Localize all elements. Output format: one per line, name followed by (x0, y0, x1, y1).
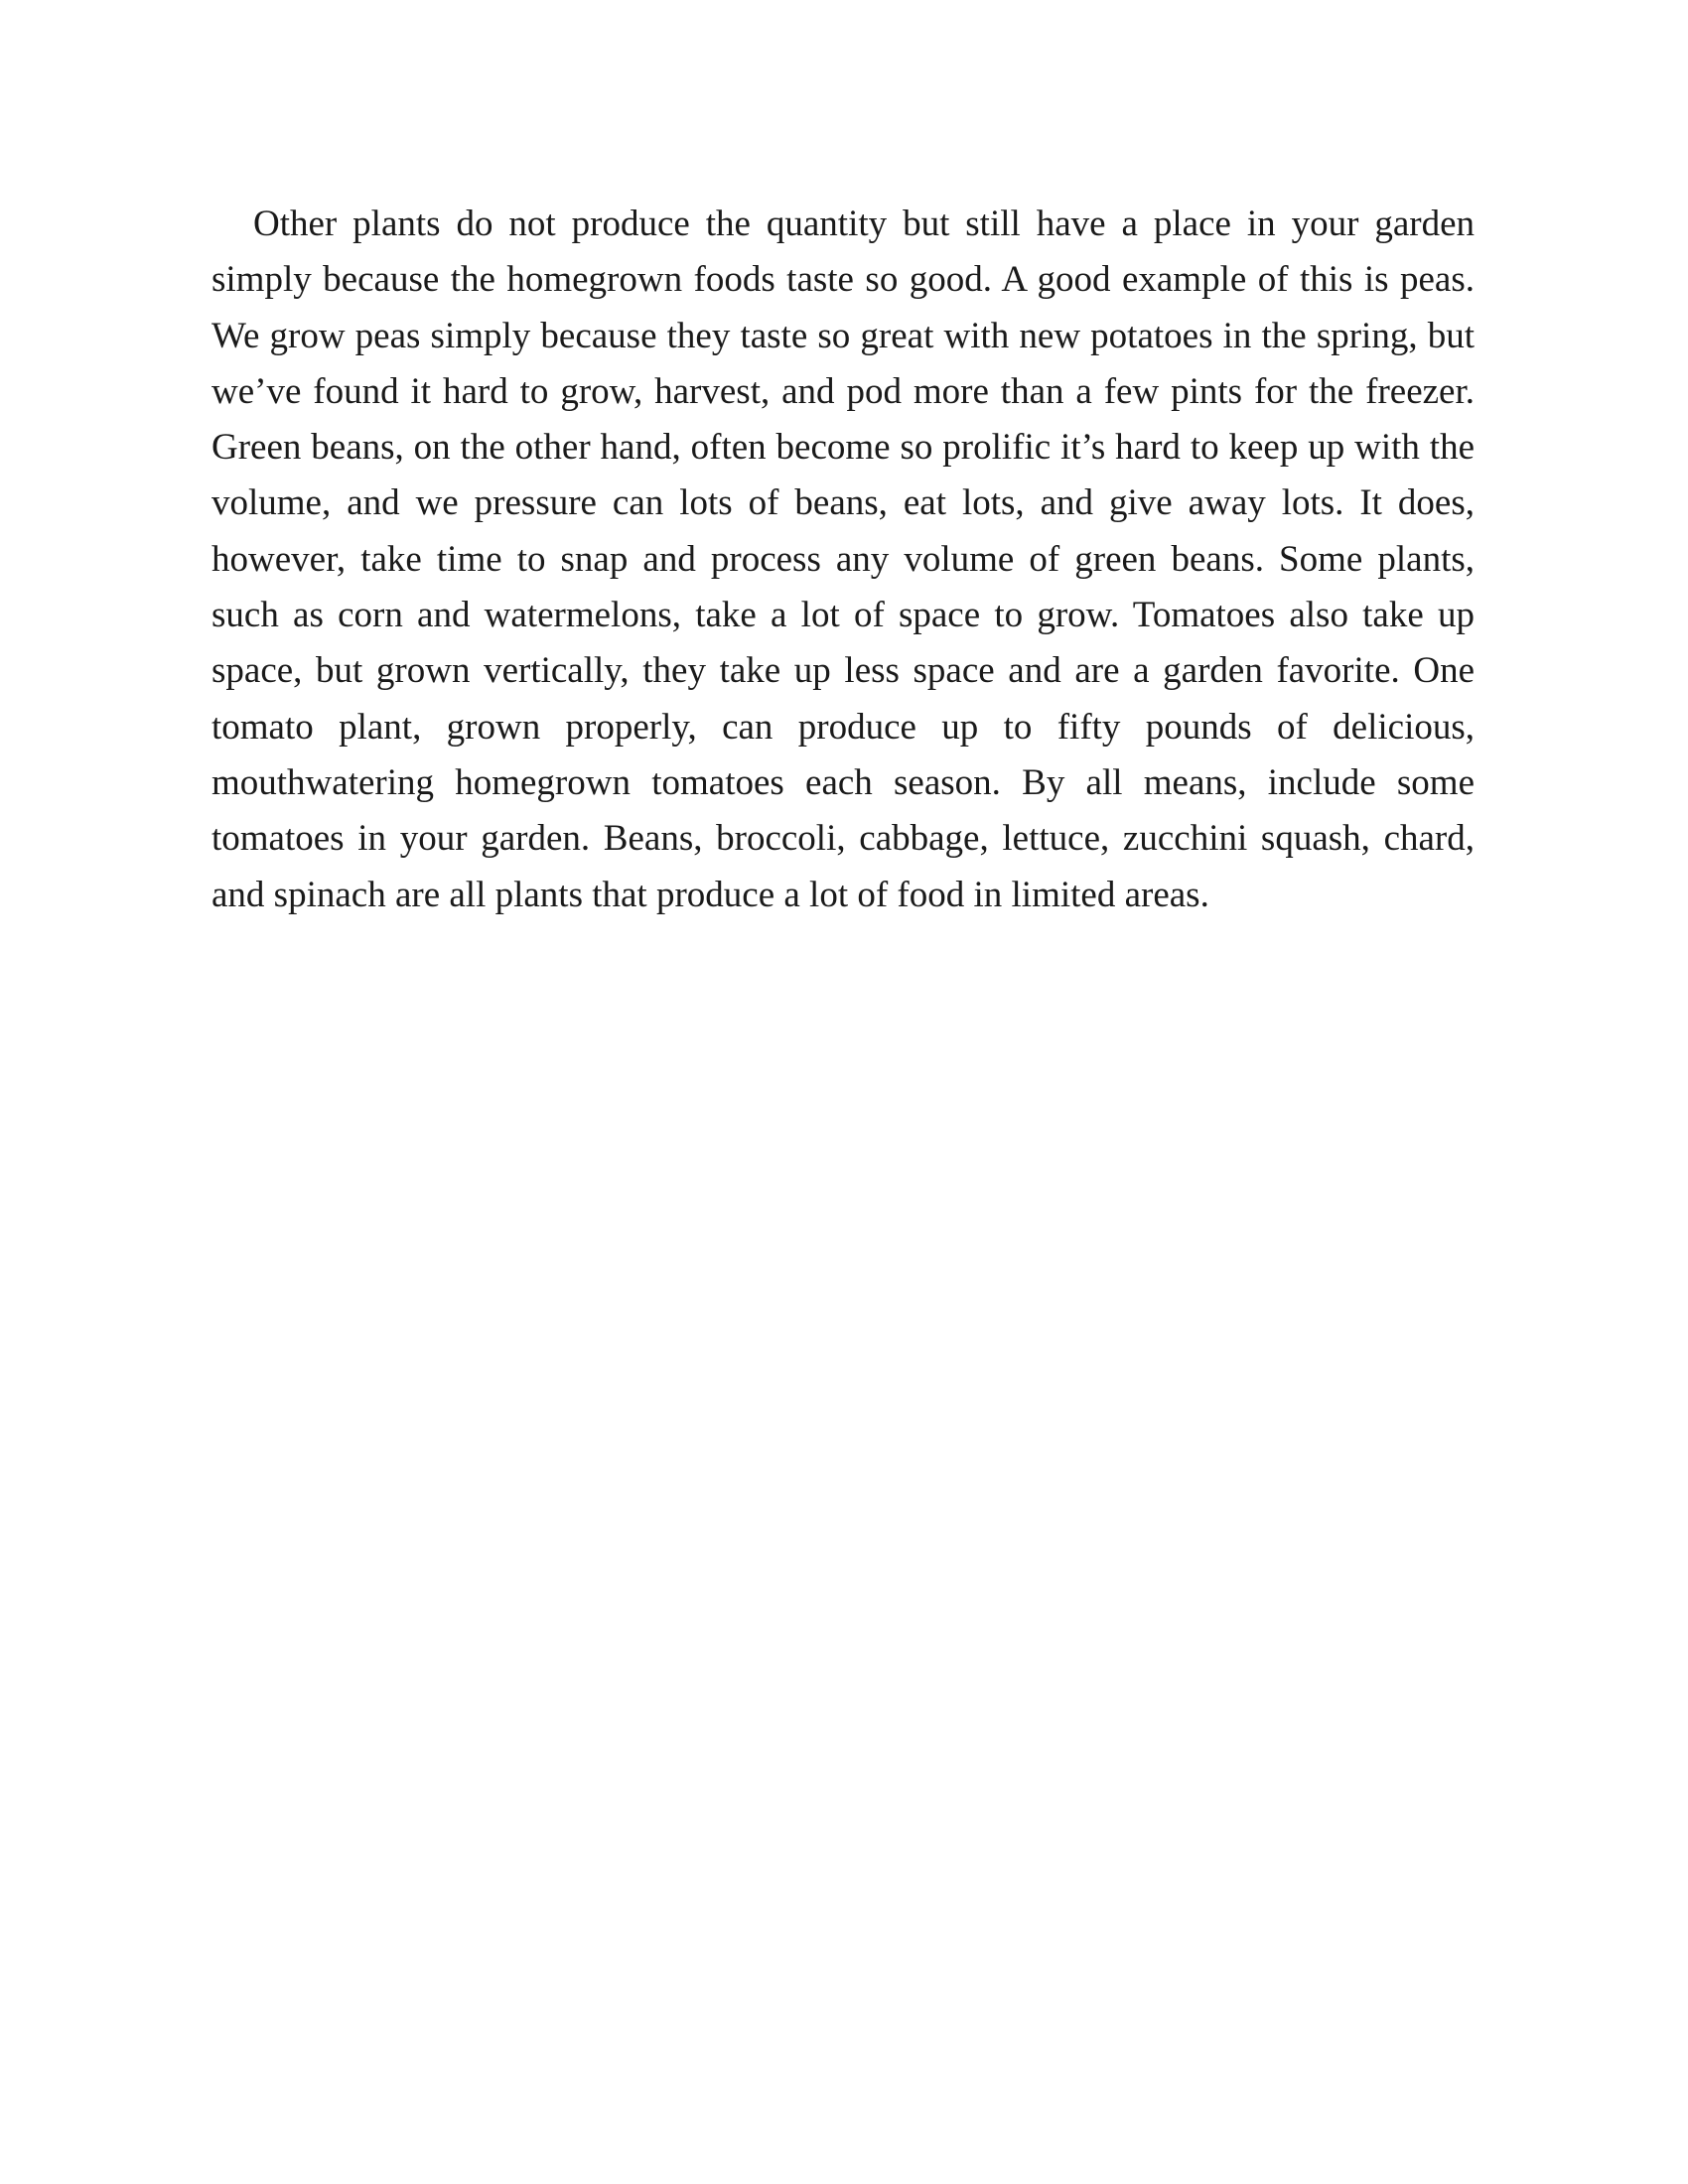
paragraph: Other plants do not produce the quantity but still have a place in your garden simply because the homegrown foods taste so good. A good example of this is peas. We grow peas simply because they taste so great with new potatoes in the spring, but we’ve found it hard to grow, harvest, and pod more than a few pints for the freezer. Green beans, on the other hand, often become so prolific it’s hard to keep up with the volume, and we pressure can lots of beans, eat lots, and give away lots. It does, however, take time to snap and process any volume of green beans. Some plants, such as corn and watermelons, take a lot of space to grow. Tomatoes also take up space, but grown vertically, they take up less space and are a garden favorite. One tomato plant, grown properly, can produce up to fifty pounds of delicious, mouthwatering homegrown tomatoes each season. By all means, include some tomatoes in your garden. Beans, broccoli, cabbage, lettuce, zucchini squash, chard, and spinach are all plants that produce a lot of food in limited areas. (211, 204, 1475, 915)
body-text (211, 197, 1475, 923)
